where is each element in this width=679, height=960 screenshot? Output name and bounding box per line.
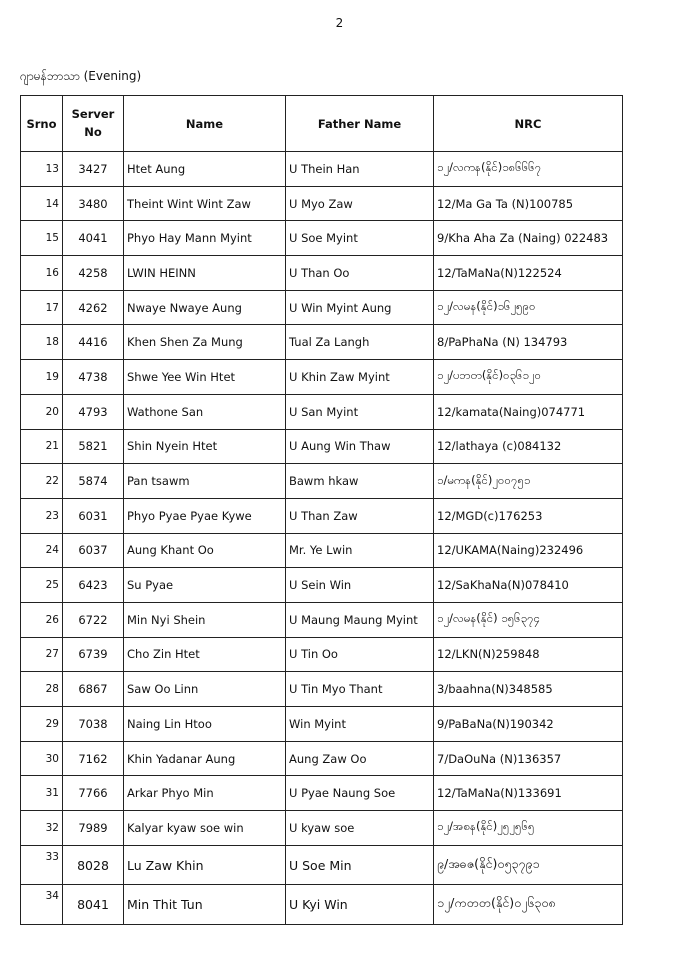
table-row <box>21 498 623 533</box>
cell-server-no: 8041 <box>63 885 124 925</box>
cell-father-name: U Myo Zaw <box>286 186 434 221</box>
table-row <box>21 394 623 429</box>
cell-server-no: 5874 <box>63 464 124 499</box>
cell-name: Theint Wint Wint Zaw <box>124 186 286 221</box>
table-row <box>21 885 623 925</box>
table-row <box>21 602 623 637</box>
cell-srno: 18 <box>21 325 63 360</box>
cell-srno: 32 <box>21 811 63 846</box>
cell-name: Nwaye Nwaye Aung <box>124 290 286 325</box>
cell-father-name: U Soe Myint <box>286 221 434 256</box>
table-row <box>21 360 623 395</box>
cell-father-name: U Thein Han <box>286 152 434 187</box>
cell-server-no: 8028 <box>63 845 124 885</box>
table-row <box>21 464 623 499</box>
cell-nrc: 12/UKAMA(Naing)232496 <box>434 533 623 568</box>
cell-server-no: 4793 <box>63 394 124 429</box>
cell-srno: 34 <box>21 885 63 925</box>
cell-nrc: 12/TaMaNa(N)133691 <box>434 776 623 811</box>
cell-srno: 31 <box>21 776 63 811</box>
cell-father-name: Aung Zaw Oo <box>286 741 434 776</box>
cell-father-name: U Aung Win Thaw <box>286 429 434 464</box>
cell-name: Pan tsawm <box>124 464 286 499</box>
cell-name: Min Nyi Shein <box>124 602 286 637</box>
cell-nrc: ၉/အဓဇ(နိုင်)၀၅၃၇၉၁ <box>434 845 623 885</box>
table-row <box>21 290 623 325</box>
cell-srno: 21 <box>21 429 63 464</box>
cell-nrc: 9/Kha Aha Za (Naing) 022483 <box>434 221 623 256</box>
cell-name: Min Thit Tun <box>124 885 286 925</box>
cell-father-name: Win Myint <box>286 707 434 742</box>
table-row <box>21 707 623 742</box>
cell-server-no: 4416 <box>63 325 124 360</box>
cell-father-name: U Sein Win <box>286 568 434 603</box>
cell-nrc: 12/Ma Ga Ta (N)100785 <box>434 186 623 221</box>
cell-server-no: 6739 <box>63 637 124 672</box>
cell-nrc: 12/SaKhaNa(N)078410 <box>434 568 623 603</box>
cell-nrc: 7/DaOuNa (N)136357 <box>434 741 623 776</box>
table-row <box>21 776 623 811</box>
cell-name: Khin Yadanar Aung <box>124 741 286 776</box>
cell-server-no: 6722 <box>63 602 124 637</box>
cell-srno: 28 <box>21 672 63 707</box>
table-row <box>21 741 623 776</box>
table-row <box>21 845 623 885</box>
table-row <box>21 186 623 221</box>
cell-server-no: 7038 <box>63 707 124 742</box>
cell-nrc: 12/lathaya (c)084132 <box>434 429 623 464</box>
cell-father-name: U San Myint <box>286 394 434 429</box>
cell-father-name: U Soe Min <box>286 845 434 885</box>
cell-name: Phyo Pyae Pyae Kywe <box>124 498 286 533</box>
cell-name: Cho Zin Htet <box>124 637 286 672</box>
column-header-father-name: Father Name <box>286 96 434 152</box>
cell-nrc: ၁၂/ကတတ(နိုင်)၀၂၆၃၀၈ <box>434 885 623 925</box>
cell-nrc: 12/LKN(N)259848 <box>434 637 623 672</box>
cell-srno: 25 <box>21 568 63 603</box>
cell-srno: 17 <box>21 290 63 325</box>
cell-srno: 24 <box>21 533 63 568</box>
cell-name: LWIN HEINN <box>124 256 286 291</box>
cell-server-no: 4258 <box>63 256 124 291</box>
table-row <box>21 429 623 464</box>
cell-father-name: U Than Oo <box>286 256 434 291</box>
cell-nrc: ၁၂/ပဘတ(နိုင်)၀၃၆၁၂၀ <box>434 360 623 395</box>
page-number: 2 <box>335 16 344 30</box>
cell-father-name: U Maung Maung Myint <box>286 602 434 637</box>
cell-srno: 26 <box>21 602 63 637</box>
column-header-name: Name <box>124 96 286 152</box>
cell-name: Kalyar kyaw soe win <box>124 811 286 846</box>
cell-server-no: 6423 <box>63 568 124 603</box>
table-row <box>21 152 623 187</box>
table-row <box>21 672 623 707</box>
cell-server-no: 5821 <box>63 429 124 464</box>
cell-name: Wathone San <box>124 394 286 429</box>
cell-name: Su Pyae <box>124 568 286 603</box>
cell-name: Shwe Yee Win Htet <box>124 360 286 395</box>
cell-srno: 20 <box>21 394 63 429</box>
cell-name: Shin Nyein Htet <box>124 429 286 464</box>
cell-father-name: U Tin Oo <box>286 637 434 672</box>
table-row <box>21 637 623 672</box>
cell-father-name: Bawm hkaw <box>286 464 434 499</box>
cell-server-no: 3427 <box>63 152 124 187</box>
cell-srno: 14 <box>21 186 63 221</box>
cell-name: Arkar Phyo Min <box>124 776 286 811</box>
cell-srno: 29 <box>21 707 63 742</box>
cell-server-no: 7766 <box>63 776 124 811</box>
cell-server-no: 6867 <box>63 672 124 707</box>
cell-srno: 15 <box>21 221 63 256</box>
cell-srno: 22 <box>21 464 63 499</box>
cell-name: Phyo Hay Mann Myint <box>124 221 286 256</box>
cell-father-name: U Win Myint Aung <box>286 290 434 325</box>
table-row <box>21 811 623 846</box>
cell-nrc: 8/PaPhaNa (N) 134793 <box>434 325 623 360</box>
cell-father-name: U Than Zaw <box>286 498 434 533</box>
cell-father-name: U Khin Zaw Myint <box>286 360 434 395</box>
cell-srno: 33 <box>21 845 63 885</box>
cell-server-no: 7162 <box>63 741 124 776</box>
cell-name: Saw Oo Linn <box>124 672 286 707</box>
cell-server-no: 4041 <box>63 221 124 256</box>
cell-srno: 27 <box>21 637 63 672</box>
column-header-server-no: Server No <box>63 96 124 152</box>
cell-server-no: 6031 <box>63 498 124 533</box>
table-row <box>21 533 623 568</box>
section-title: ဂျာမန်ဘာသာ (Evening) <box>20 69 142 83</box>
cell-nrc: ၁၂/လကန(နိုင်)၁၈၆၆၆၇ <box>434 152 623 187</box>
cell-nrc: ၁၂/အစန(နိုင်)၂၅၂၅၆၅ <box>434 811 623 846</box>
cell-server-no: 3480 <box>63 186 124 221</box>
cell-nrc: 9/PaBaNa(N)190342 <box>434 707 623 742</box>
cell-server-no: 7989 <box>63 811 124 846</box>
cell-nrc: 12/TaMaNa(N)122524 <box>434 256 623 291</box>
cell-father-name: Mr. Ye Lwin <box>286 533 434 568</box>
cell-father-name: U kyaw soe <box>286 811 434 846</box>
cell-father-name: U Pyae Naung Soe <box>286 776 434 811</box>
cell-nrc: 12/kamata(Naing)074771 <box>434 394 623 429</box>
cell-nrc: ၁/မကန(နိုင်)၂၀၀၇၅၁ <box>434 464 623 499</box>
cell-srno: 16 <box>21 256 63 291</box>
cell-name: Htet Aung <box>124 152 286 187</box>
cell-name: Lu Zaw Khin <box>124 845 286 885</box>
table-row <box>21 221 623 256</box>
cell-srno: 19 <box>21 360 63 395</box>
cell-nrc: ၁၂/လမန(နိုင်) ၁၅၆၃၇၄ <box>434 602 623 637</box>
cell-server-no: 6037 <box>63 533 124 568</box>
cell-father-name: U Tin Myo Thant <box>286 672 434 707</box>
cell-nrc: 12/MGD(c)176253 <box>434 498 623 533</box>
column-header-srno: Srno <box>21 96 63 152</box>
cell-srno: 23 <box>21 498 63 533</box>
cell-name: Aung Khant Oo <box>124 533 286 568</box>
cell-nrc: 3/baahna(N)348585 <box>434 672 623 707</box>
cell-server-no: 4738 <box>63 360 124 395</box>
cell-srno: 13 <box>21 152 63 187</box>
cell-father-name: U Kyi Win <box>286 885 434 925</box>
cell-nrc: ၁၂/လမန(နိုင်)၁၆၂၅၉၀ <box>434 290 623 325</box>
cell-father-name: Tual Za Langh <box>286 325 434 360</box>
table-row <box>21 568 623 603</box>
table-row <box>21 256 623 291</box>
cell-srno: 30 <box>21 741 63 776</box>
cell-name: Khen Shen Za Mung <box>124 325 286 360</box>
table-row <box>21 325 623 360</box>
column-header-nrc: NRC <box>434 96 623 152</box>
roster-table <box>20 95 623 925</box>
cell-name: Naing Lin Htoo <box>124 707 286 742</box>
cell-server-no: 4262 <box>63 290 124 325</box>
table-header-row <box>21 96 623 152</box>
